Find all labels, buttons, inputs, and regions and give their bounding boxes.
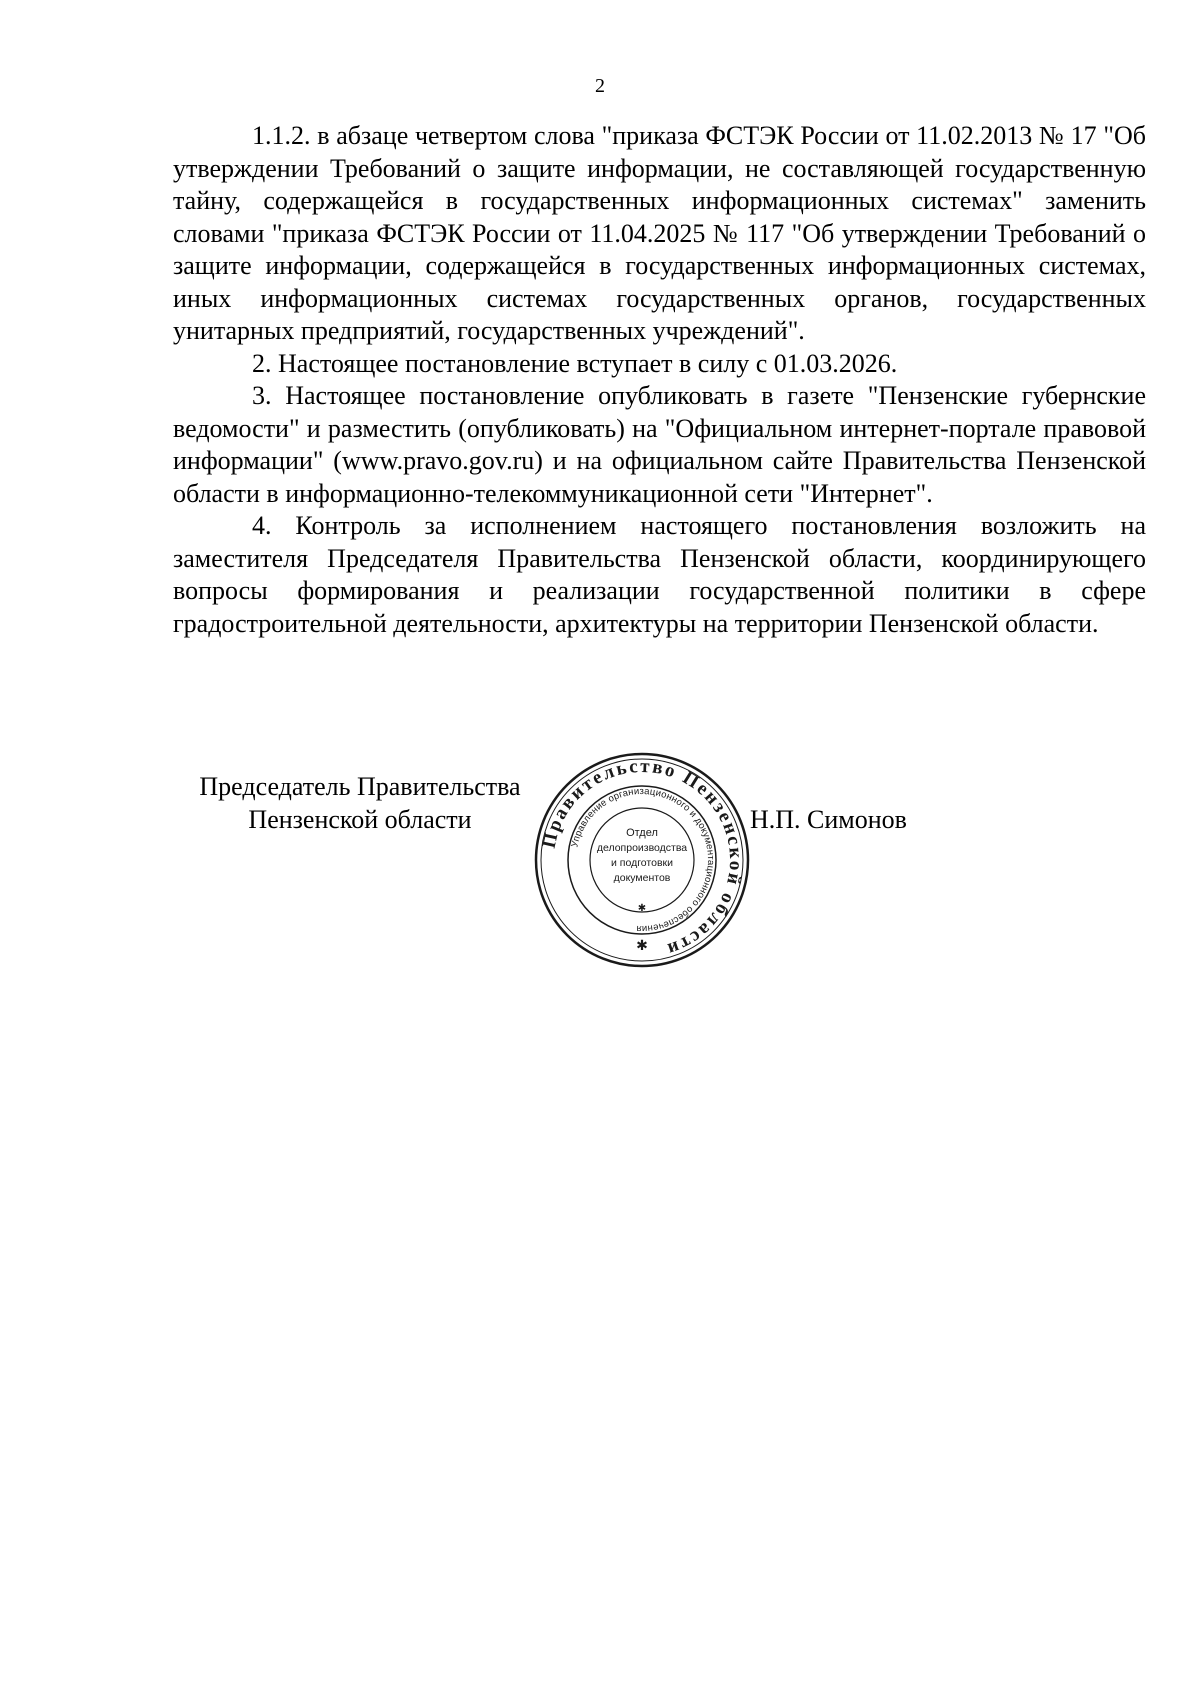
signatory-position-line-1: Председатель Правительства [199,772,521,801]
seal-center-line-4: документов [613,872,671,884]
seal-inner-ring-text-path: Управление организационного и документационного обеспечения [569,785,717,935]
seal-star-icon: ✱ [636,938,648,954]
official-seal [532,750,752,970]
seal-graphic [532,750,752,970]
paragraph-4: 4. Контроль за исполнением настоящего постановления возложить на заместителя Председателя Правительства Пензенской области, координирующего вопросы формирования и реализации государственной политики в сфере градостроительной деятельности, архитектуры на территории Пензенской области. [173,511,1146,638]
seal-center-line-3: и подготовки [611,857,673,869]
seal-center-line-1: Отдел [626,827,658,839]
page-number: 2 [595,75,605,97]
signatory-name: Н.П. Симонов [750,805,907,834]
document-body [173,120,1146,640]
paragraph-3: 3. Настоящее постановление опубликовать в газете "Пензенские губернские ведомости" и разместить (опубликовать) на "Официальном интернет-портале правовой информации" (www.pravo.gov.ru) и на официальном сайте Правительства Пензенской области в информационно-телекоммуникационной сети "Интернет". [173,381,1146,508]
signatory-position [170,770,550,836]
paragraph-2: 2. Настоящее постановление вступает в силу с 01.03.2026. [252,348,898,378]
signatory-position-line-2: Пензенской области [248,805,472,834]
paragraph-1-1-2: 1.1.2. в абзаце четвертом слова "приказа ФСТЭК России от 11.02.2013 № 17 "Об утверждении Требований о защите информации, не составляющей государственную тайну, содержащейся в государственных информационных системах" заменить словами "приказа ФСТЭК России от 11.04.2025 № 117 "Об утверждении Требований о защите информации, содержащейся в государственных информационных системах, иных информационных системах государственных органов, государственных унитарных предприятий, государственных учреждений". [173,121,1146,345]
seal-center-line-2: делопроизводства [596,842,688,854]
seal-small-star-icon: ✱ [637,903,647,914]
seal-outer-text-path: Правительство Пензенской области [538,755,747,961]
